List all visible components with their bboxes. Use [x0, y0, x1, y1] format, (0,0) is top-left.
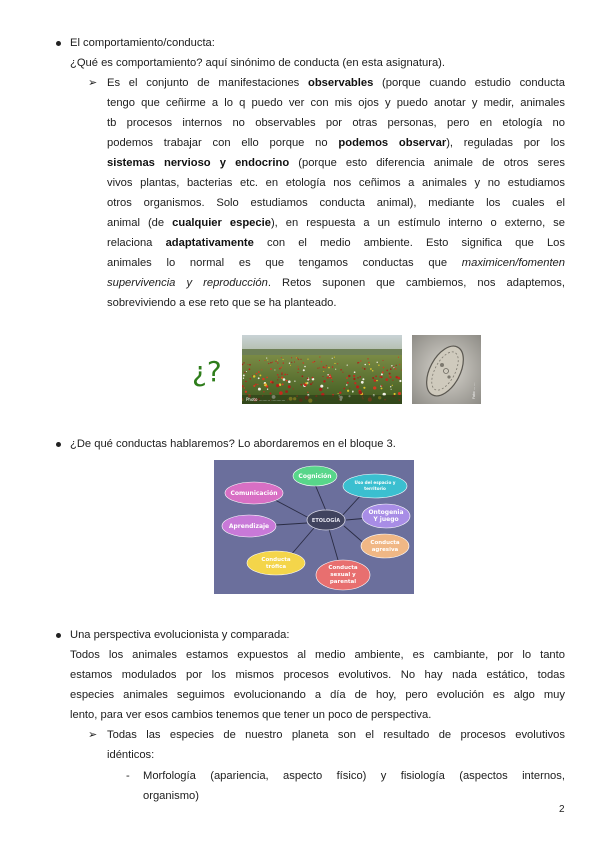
paragraph-line: relaciona adaptativamente con el medio ambiente. Esto significa que Los — [107, 237, 565, 249]
paragraph-line: especies animales seguimos evolucionando a día de hoy, pero evolución es algo muy — [70, 689, 565, 701]
svg-text:Cognición: Cognición — [298, 473, 332, 480]
svg-text:Uso del espacio y: Uso del espacio y — [354, 480, 396, 485]
paragraph-line: lento, para ver esos cambios tenemos que tener un poco de perspectiva. — [70, 709, 432, 721]
bullet-dot — [56, 442, 61, 447]
paragraph-line: estamos modulados por los mismos procesos evolutivos. No hay nada estático, todas — [70, 669, 565, 681]
paragraph-line: Todas las especies de nuestro planeta son el resultado de procesos evolutivos — [107, 729, 565, 741]
arrow-marker: ➢ — [88, 729, 98, 741]
svg-text:Aprendizaje: Aprendizaje — [228, 523, 270, 530]
paragraph-line: vivos plantas, bacterias etc. en etología nos ceñimos a animales y no estudiamos — [107, 177, 565, 189]
paragraph-line: sobreviviendo a ese reto que se ha planteado. — [107, 297, 337, 309]
paragraph-line: idénticos: — [107, 749, 155, 761]
paragraph-line: animal (de cualquier especie), en respuesta a un estímulo interno o externo, se — [107, 217, 565, 229]
paragraph-line: podemos trabajar con ello porque no podemos observar), reguladas por los — [107, 137, 565, 149]
paragraph-line: tb procesos internos no observables por otras personas, pero en etología no — [107, 117, 565, 129]
dash-marker: - — [126, 770, 130, 782]
flower-field-image — [242, 335, 402, 404]
paragraph-line: supervivencia y reproducción. Retos suponen que cambiemos, nos adaptemos, — [107, 277, 565, 289]
section1-question: ¿Qué es comportamiento? aquí sinónimo de conducta (en esta asignatura). — [70, 57, 445, 69]
paragraph-line: Es el conjunto de manifestaciones observables (porque cuando estudio conducta — [107, 77, 565, 89]
svg-text:Foto ... ...: Foto ... ... — [472, 382, 476, 399]
ethology-diagram — [214, 460, 414, 594]
svg-text:sexual y: sexual y — [330, 572, 356, 578]
svg-text:Conducta: Conducta — [328, 565, 358, 571]
section1-heading: El comportamiento/conducta: — [70, 37, 215, 49]
page-number: 2 — [559, 804, 565, 815]
paragraph-line: tengo que ceñirme a lo q puedo ver con mis ojos y puedo anotar y medir, animales — [107, 97, 565, 109]
paragraph-line: sistemas nervioso y endocrino (porque esto diferencia animale de otros seres — [107, 157, 565, 169]
bullet-dot — [56, 633, 61, 638]
svg-text:Photo ......... ...........: Photo ......... ........... — [246, 397, 286, 402]
paragraph-line: Todos los animales estamos expuestos al medio ambiente, es cambiante, por lo tanto — [70, 649, 565, 661]
microorganism-image — [412, 335, 481, 404]
bullet-dot — [56, 41, 61, 46]
question-marks: ¿? — [192, 355, 222, 388]
arrow-marker: ➢ — [88, 77, 98, 89]
section2-heading: ¿De qué conductas hablaremos? Lo abordaremos en el bloque 3. — [70, 438, 396, 450]
svg-text:Y juego: Y juego — [373, 516, 399, 523]
svg-text:ETOLOGÍA: ETOLOGÍA — [311, 518, 341, 524]
svg-text:parental: parental — [329, 579, 357, 585]
paragraph-line: animales lo normal es que tengamos conductas que maximicen/fomenten — [107, 257, 565, 269]
node-trofica — [247, 551, 305, 575]
svg-text:Conducta: Conducta — [261, 557, 291, 563]
paragraph-line: otros organismos. Solo estudiamos conducta animal), mediante los cuales el — [107, 197, 565, 209]
svg-text:agresiva: agresiva — [371, 547, 399, 553]
svg-text:Comunicación: Comunicación — [230, 490, 278, 497]
svg-text:Conducta: Conducta — [370, 540, 400, 546]
svg-text:Ontogenia: Ontogenia — [368, 509, 404, 516]
paragraph-line: organismo) — [143, 790, 199, 802]
paragraph-line: Morfología (apariencia, aspecto físico) y fisiología (aspectos internos, — [143, 770, 565, 782]
svg-text:trófica: trófica — [265, 564, 287, 570]
node-agresiva — [361, 534, 409, 558]
section3-heading: Una perspectiva evolucionista y comparada: — [70, 629, 290, 641]
svg-text:territorio: territorio — [364, 486, 386, 491]
